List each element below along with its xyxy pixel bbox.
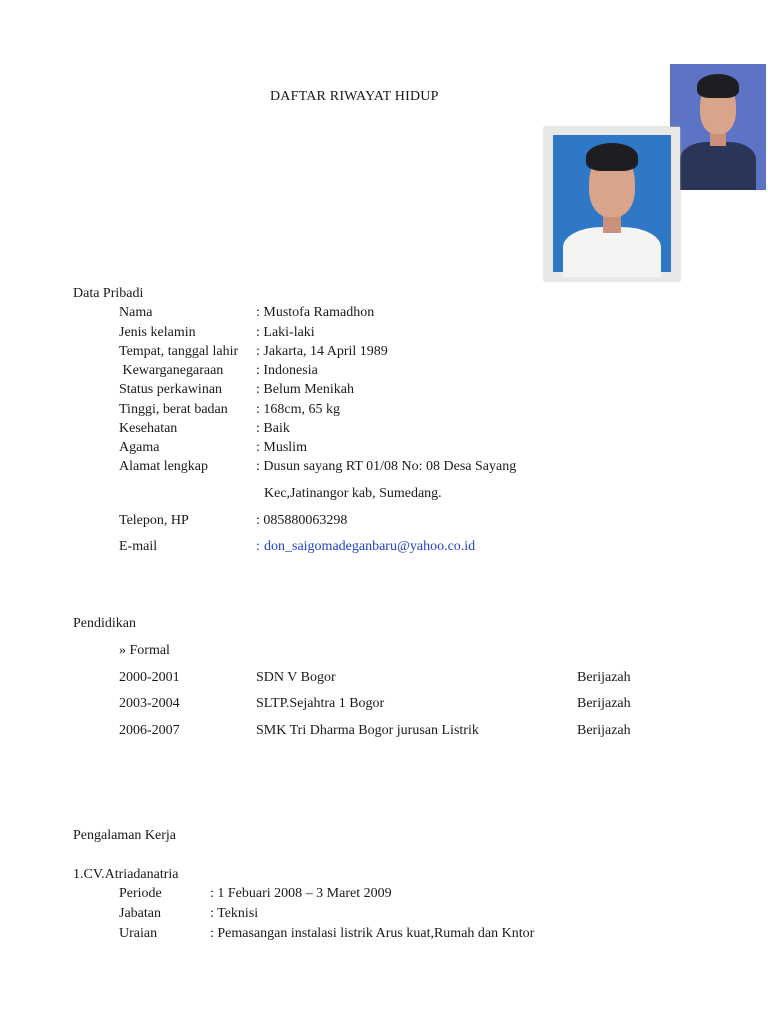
experience-company: 1.CV.Atriadanatria <box>73 867 179 882</box>
experience-value: : Teknisi <box>210 906 259 921</box>
personal-label: Agama <box>119 440 160 455</box>
section-heading-experience: Pengalaman Kerja <box>73 828 177 843</box>
address-line-2: Kec,Jatinangor kab, Sumedang. <box>264 486 442 501</box>
education-school: SMK Tri Dharma Bogor jurusan Listrik <box>256 723 479 738</box>
personal-label: Tempat, tanggal lahir <box>119 344 239 359</box>
personal-value: : Laki-laki <box>256 325 315 340</box>
experience-label: Periode <box>119 886 162 901</box>
profile-photo <box>544 127 680 281</box>
education-school: SDN V Bogor <box>256 670 336 685</box>
personal-label: Tinggi, berat badan <box>119 402 228 417</box>
personal-value: : Mustofa Ramadhon <box>256 305 375 320</box>
personal-value: : Indonesia <box>256 363 318 378</box>
experience-label: Uraian <box>119 926 158 941</box>
phone-label: Telepon, HP <box>119 513 189 528</box>
document-title: DAFTAR RIWAYAT HIDUP <box>270 89 439 104</box>
email-label: E-mail <box>119 539 158 554</box>
education-subheading: » Formal <box>119 643 170 658</box>
email-link[interactable]: don_saigomadeganbaru@yahoo.co.id <box>264 539 476 554</box>
personal-label: Nama <box>119 305 153 320</box>
education-status: Berijazah <box>577 696 631 711</box>
personal-value: : 168cm, 65 kg <box>256 402 340 417</box>
section-heading-education: Pendidikan <box>73 616 136 631</box>
education-years: 2003-2004 <box>119 696 180 711</box>
personal-label: Kesehatan <box>119 421 178 436</box>
personal-label: Alamat lengkap <box>119 459 209 474</box>
section-heading-personal: Data Pribadi <box>73 286 144 301</box>
personal-value: : Muslim <box>256 440 307 455</box>
experience-value: : 1 Febuari 2008 – 3 Maret 2009 <box>210 886 392 901</box>
education-years: 2000-2001 <box>119 670 180 685</box>
personal-label: Jenis kelamin <box>119 325 196 340</box>
personal-value: : Baik <box>256 421 290 436</box>
email-colon: : <box>256 539 260 554</box>
personal-value: : Dusun sayang RT 01/08 No: 08 Desa Sayang <box>256 459 517 474</box>
personal-label: Status perkawinan <box>119 382 223 397</box>
personal-value: : Belum Menikah <box>256 382 354 397</box>
experience-label: Jabatan <box>119 906 161 921</box>
education-years: 2006-2007 <box>119 723 180 738</box>
personal-label: Kewarganegaraan <box>119 363 224 378</box>
personal-value: : Jakarta, 14 April 1989 <box>256 344 388 359</box>
profile-photo-secondary <box>670 64 766 190</box>
experience-value: : Pemasangan instalasi listrik Arus kuat,Rumah dan Kntor <box>210 926 535 941</box>
education-status: Berijazah <box>577 723 631 738</box>
phone-value: : 085880063298 <box>256 513 348 528</box>
education-status: Berijazah <box>577 670 631 685</box>
education-school: SLTP.Sejahtra 1 Bogor <box>256 696 385 711</box>
